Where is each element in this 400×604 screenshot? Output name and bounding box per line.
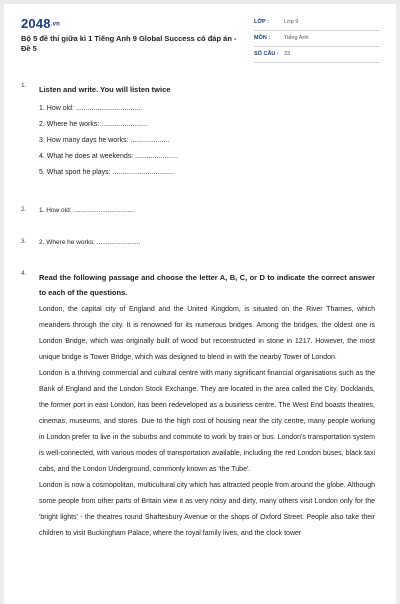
meta-label-subject: MÔN :: [254, 35, 271, 41]
question-number: 2.: [21, 206, 27, 213]
meta-label-count: SỐ CÂU :: [254, 51, 279, 57]
site-logo[interactable]: [21, 16, 60, 31]
meta-subject-row: [254, 32, 380, 47]
passage-paragraph: London is a thriving commercial and cultural centre with many significant financial organisations such as the Bank of England and the London Stock Exchange. They are located in the area called the City. Docklands, the former port in east London, has been redeveloped as a business centre. The West End boasts theatres, cinemas, museums, and stores. Due to the high cost of housing near the city centre, many people working in London prefer to live in the suburbs and commute to work by train or bus. London's transportation system is well-connected, with various modes of transportation available, including the red London buses, black taxi cabs, and the London Underground, commonly known as 'the Tube'.: [39, 370, 375, 473]
question-number: 1.: [21, 82, 27, 89]
document-header: [4, 4, 396, 66]
meta-value-count: 33: [284, 51, 291, 57]
question-body: [39, 206, 375, 216]
question-instruction: Read the following passage and choose the letter A, B, C, or D to indicate the correct answer to each of the questions.: [39, 273, 375, 297]
question-body: [39, 82, 375, 181]
question-number: 4.: [21, 270, 27, 277]
question-number: 3.: [21, 238, 27, 245]
question-text: 2. Where he works: ........................: [39, 239, 141, 246]
question-instruction: Listen and write. You will listen twice: [39, 85, 171, 94]
question-body: [39, 238, 375, 248]
logo-suffix: .vn: [50, 21, 61, 28]
document-title: Bộ 5 đề thi giữa kì 1 Tiếng Anh 9 Global Success có đáp án - Đề 5: [21, 34, 237, 53]
list-item: 1. How old: ..................................: [39, 105, 143, 112]
list-item: 5. What sport he plays: ................................: [39, 169, 175, 176]
question-body: [39, 270, 375, 542]
document-page: [4, 4, 396, 604]
logo-text: 2048: [21, 16, 51, 31]
list-item: 3. How many days he works: ....................: [39, 137, 170, 144]
list-item: 2. Where he works: ........................: [39, 121, 148, 128]
passage-paragraph: London is now a cosmopolitan, multicultural city which has attracted people from around the globe. Although some people from other parts of Britain view it as very noisy and dirty, many others visit London only for the 'bright lights' - the theatres round Shaftesbury Avenue or the shops of Oxford Street. People also take their children to visit Buckingham Palace, where the royal family lives, and the clock tower: [39, 482, 375, 537]
meta-label-class: LỚP :: [254, 19, 269, 25]
question-text: 1. How old: ..................................: [39, 207, 135, 214]
passage-paragraph: London, the capital city of England and the United Kingdom, is situated on the River Thames, which meanders through the city. It is renowned for its numerous bridges. Among the bridges, the oldest one is London Bridge, which was originally built of wood but reconstructed in stone in 1217. However, the most unique bridge is Tower Bridge, which was designed to blend in with the nearby Tower of London.: [39, 306, 375, 361]
list-item: 4. What he does at weekends: ......................: [39, 153, 178, 160]
meta-count-row: [254, 48, 380, 63]
meta-value-class: Lớp 9: [284, 19, 299, 25]
meta-value-subject: Tiếng Anh: [284, 35, 309, 41]
meta-class-row: [254, 16, 380, 31]
